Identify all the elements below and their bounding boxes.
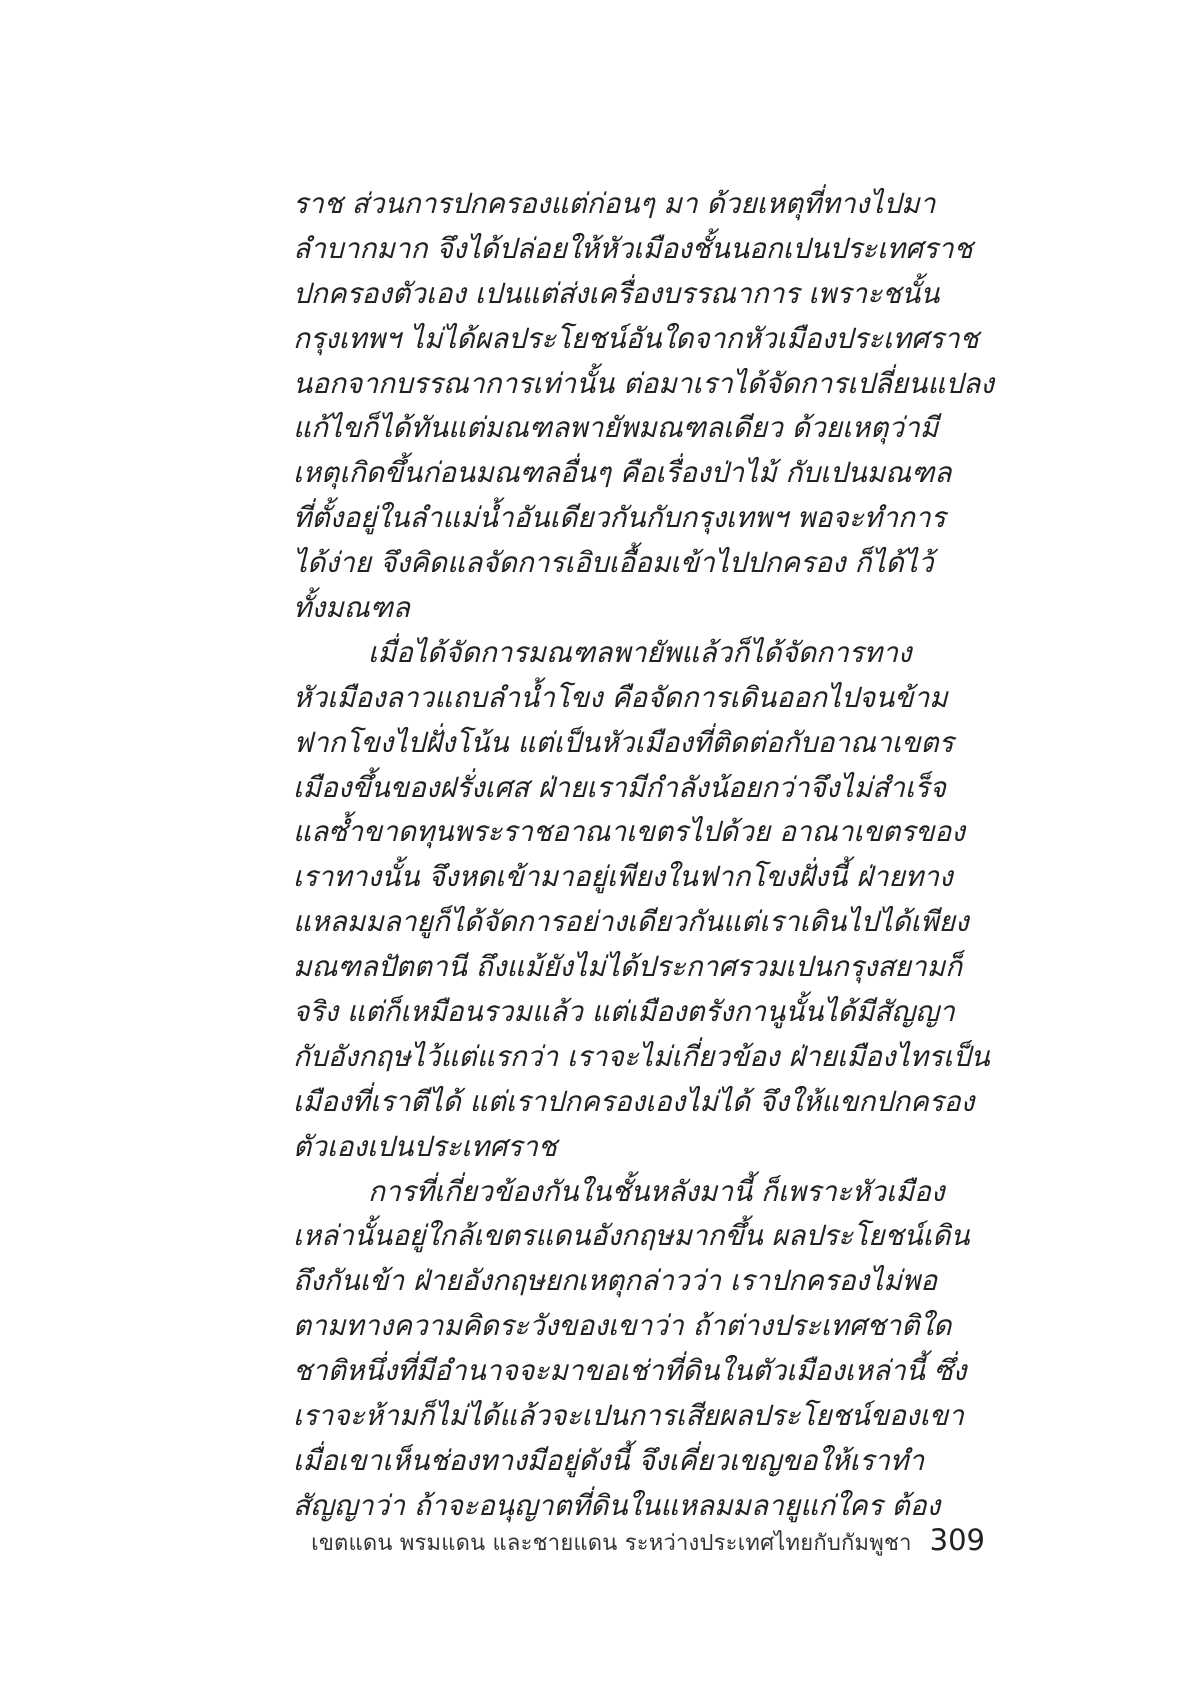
text-line: ลำบากมาก จึงได้ปล่อยให้หัวเมืองชั้นนอกเปนประเทศราช bbox=[293, 231, 973, 265]
text-line: เมืองขึ้นของฝรั่งเศส ฝ่ายเรามีกำลังน้อยกว่าจึงไม่สำเร็จ bbox=[293, 770, 946, 804]
text-line: การที่เกี่ยวข้องกันในชั้นหลังมานี้ ก็เพราะหัวเมือง bbox=[368, 1174, 945, 1208]
text-line: แลซ้ำขาดทุนพระราชอาณาเขตรไปด้วย อาณาเขตรของ bbox=[293, 815, 965, 849]
page-number: 309 bbox=[929, 1523, 985, 1557]
text-line: กับอังกฤษไว้แต่แรกว่า เราจะไม่เกี่ยวข้อง ฝ่ายเมืองไทรเป็น bbox=[293, 1039, 990, 1073]
text-line: ถึงกันเข้า ฝ่ายอังกฤษยกเหตุกล่าวว่า เราปกครองไม่พอ bbox=[293, 1264, 938, 1298]
text-line: ตัวเองเปนประเทศราช bbox=[293, 1129, 557, 1163]
paragraph bbox=[293, 1170, 970, 1529]
paragraph bbox=[293, 182, 994, 631]
text-line: หัวเมืองลาวแถบลำน้ำโขง คือจัดการเดินออกไปจนข้าม bbox=[293, 680, 948, 714]
body-text bbox=[293, 182, 994, 1529]
text-line: แหลมมลายูก็ได้จัดการอย่างเดียวกันแต่เราเดินไปได้เพียง bbox=[293, 905, 969, 939]
text-line: สัญญาว่า ถ้าจะอนุญาตที่ดินในแหลมมลายูแก่ใคร ต้อง bbox=[293, 1488, 941, 1522]
text-line: ทั้งมณฑล bbox=[293, 591, 410, 625]
text-line: เมื่อเขาเห็นช่องทางมีอยู่ดังนี้ จึงเคี่ยวเขญขอให้เราทำ bbox=[293, 1443, 925, 1477]
paragraph bbox=[293, 631, 990, 1170]
text-line: ตามทางความคิดระวังของเขาว่า ถ้าต่างประเทศชาติใด bbox=[293, 1309, 952, 1343]
text-line: นอกจากบรรณาการเท่านั้น ต่อมาเราได้จัดการเปลี่ยนแปลง bbox=[293, 366, 994, 400]
text-line: ราช ส่วนการปกครองแต่ก่อนๆ มา ด้วยเหตุที่ทางไปมา bbox=[293, 187, 936, 220]
text-line: เราจะห้ามก็ไม่ได้แล้วจะเปนการเสียผลประโยชน์ของเขา bbox=[293, 1399, 964, 1433]
text-line: เมืองที่เราตีได้ แต่เราปกครองเองไม่ได้ จึงให้แขกปกครอง bbox=[293, 1084, 975, 1118]
text-line: เหล่านั้นอยู่ใกล้เขตรแดนอังกฤษมากขึ้น ผลประโยชน์เดิน bbox=[293, 1219, 970, 1253]
text-line: ฟากโขงไปฝั่งโน้น แต่เป็นหัวเมืองที่ติดต่อกับอาณาเขตร bbox=[293, 725, 954, 759]
text-line: ที่ตั้งอยู่ในลำแม่น้ำอันเดียวกันกับกรุงเทพฯ พอจะทำการ bbox=[293, 501, 946, 535]
text-line: ชาติหนึ่งที่มีอำนาจจะมาขอเช่าที่ดินในตัวเมืองเหล่านี้ ซึ่ง bbox=[293, 1354, 967, 1388]
page-footer bbox=[311, 1523, 985, 1560]
text-line: เมื่อได้จัดการมณฑลพายัพแล้วก็ได้จัดการทาง bbox=[368, 635, 912, 669]
text-line: เหตุเกิดขึ้นก่อนมณฑลอื่นๆ คือเรื่องป่าไม้ กับเปนมณฑล bbox=[293, 456, 952, 490]
text-line: เราทางนั้น จึงหดเข้ามาอยู่เพียงในฟากโขงฝั่งนี้ ฝ่ายทาง bbox=[293, 860, 953, 894]
running-footer-title: เขตแดน พรมแดน และชายแดน ระหว่างประเทศไทยกับกัมพูชา bbox=[311, 1531, 912, 1556]
text-line: กรุงเทพฯ ไม่ได้ผลประโยชน์อันใดจากหัวเมืองประเทศราช bbox=[293, 321, 979, 355]
text-line: ได้ง่าย จึงคิดแลจัดการเอิบเอื้อมเข้าไปปกครอง ก็ได้ไว้ bbox=[293, 546, 934, 580]
text-line: ปกครองตัวเอง เปนแต่ส่งเครื่องบรรณาการ เพราะชนั้น bbox=[293, 276, 940, 310]
text-line: มณฑลปัตตานี ถึงแม้ยังไม่ได้ประกาศรวมเปนกรุงสยามก็ bbox=[293, 950, 963, 984]
text-line: จริง แต่ก็เหมือนรวมแล้ว แต่เมืองตรังกานูนั้นได้มีสัญญา bbox=[293, 995, 955, 1029]
text-line: แก้ไขก็ได้ทันแต่มณฑลพายัพมณฑลเดียว ด้วยเหตุว่ามี bbox=[293, 411, 939, 445]
